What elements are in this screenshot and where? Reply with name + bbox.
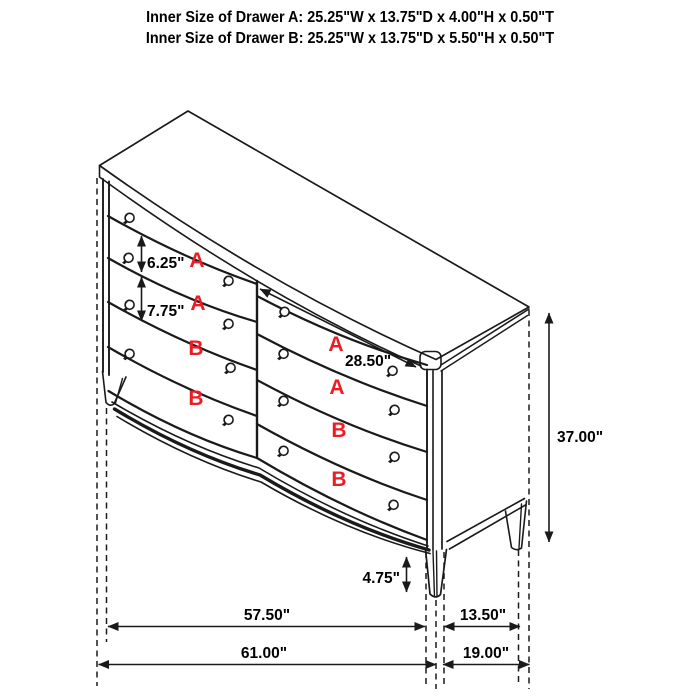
- dim-label-overall-height: 37.00": [557, 429, 604, 446]
- drawer-separator-left-1: [108, 216, 257, 284]
- title-line-drawer-a: Inner Size of Drawer A: 25.25"W x 13.75"D x 4.00"H x 0.50"T: [146, 9, 554, 26]
- drawer-knob-icon: [277, 446, 288, 457]
- dim-side-leg-span: [444, 607, 520, 627]
- dim-label-drawer-b-height: 7.75": [147, 303, 185, 320]
- back-right-leg: [506, 501, 527, 550]
- drawer-bottom-edge: [109, 391, 428, 540]
- drawer-knob-icon: [224, 363, 235, 374]
- dimension-annotations: [99, 236, 604, 665]
- drawer-label-left-4: B: [188, 387, 204, 410]
- drawer-knob-icon: [122, 253, 133, 264]
- drawer-knob-icon: [387, 500, 398, 511]
- top-surface: [100, 111, 530, 360]
- drawer-label-left-2: A: [190, 292, 206, 315]
- drawer-knob-icon: [277, 349, 288, 360]
- dim-leg-height: [362, 557, 406, 592]
- drawer-label-left-3: B: [188, 337, 204, 360]
- drawer-label-left-1: A: [189, 249, 205, 272]
- base-rail-top-curve: [112, 402, 428, 546]
- drawer-label-right-1: A: [328, 333, 344, 356]
- drawer-knob-icon: [123, 300, 134, 311]
- dim-drawer-b-height: [142, 277, 185, 321]
- drawer-label-right-4: B: [331, 468, 347, 491]
- dim-label-side-leg-span: 13.50": [459, 607, 507, 624]
- front-right-leg-seam-1: [433, 551, 435, 597]
- side-panel-top-edge: [441, 309, 529, 365]
- side-panel-top-edge-inner: [441, 316, 528, 372]
- drawer-knob-icon: [277, 396, 288, 407]
- dresser-body: [100, 111, 530, 597]
- dim-label-overall-width: 61.00": [240, 645, 288, 662]
- drawer-knob-icon: [123, 349, 134, 360]
- dim-label-leg-height: 4.75": [362, 570, 400, 587]
- dim-overall-height: [549, 313, 603, 542]
- side-panel-bottom-edge: [447, 499, 525, 542]
- dim-label-drawer-bank-width: 28.50": [345, 353, 392, 370]
- front-right-leg-seam-2: [437, 551, 438, 597]
- dim-label-overall-depth: 19.00": [462, 645, 510, 662]
- back-right-leg-seam: [519, 504, 522, 548]
- title-line-drawer-b: Inner Size of Drawer B: 25.25"W x 13.75"D x 5.50"H x 0.50"T: [145, 30, 555, 47]
- drawer-label-right-3: B: [331, 419, 347, 442]
- dim-label-drawer-a-height: 6.25": [147, 255, 185, 272]
- drawer-knob-icon: [388, 405, 399, 416]
- drawer-label-right-2: A: [329, 376, 345, 399]
- drawer-knob-icon: [222, 415, 233, 426]
- drawer-knob-icon: [123, 213, 134, 224]
- drawer-knob-icon: [222, 319, 233, 330]
- dim-label-front-leg-span: 57.50": [243, 607, 291, 624]
- dim-front-leg-span: [108, 607, 425, 627]
- drawer-letter-labels: [188, 249, 346, 491]
- dim-overall-depth: [443, 645, 530, 665]
- drawer-knob-icon: [388, 452, 399, 463]
- dim-drawer-a-height: [142, 236, 185, 272]
- side-base-rail-edge: [450, 505, 526, 549]
- drawer-knob-icon: [278, 307, 289, 318]
- dim-overall-width: [99, 645, 437, 665]
- drawer-knob-icon: [222, 276, 233, 287]
